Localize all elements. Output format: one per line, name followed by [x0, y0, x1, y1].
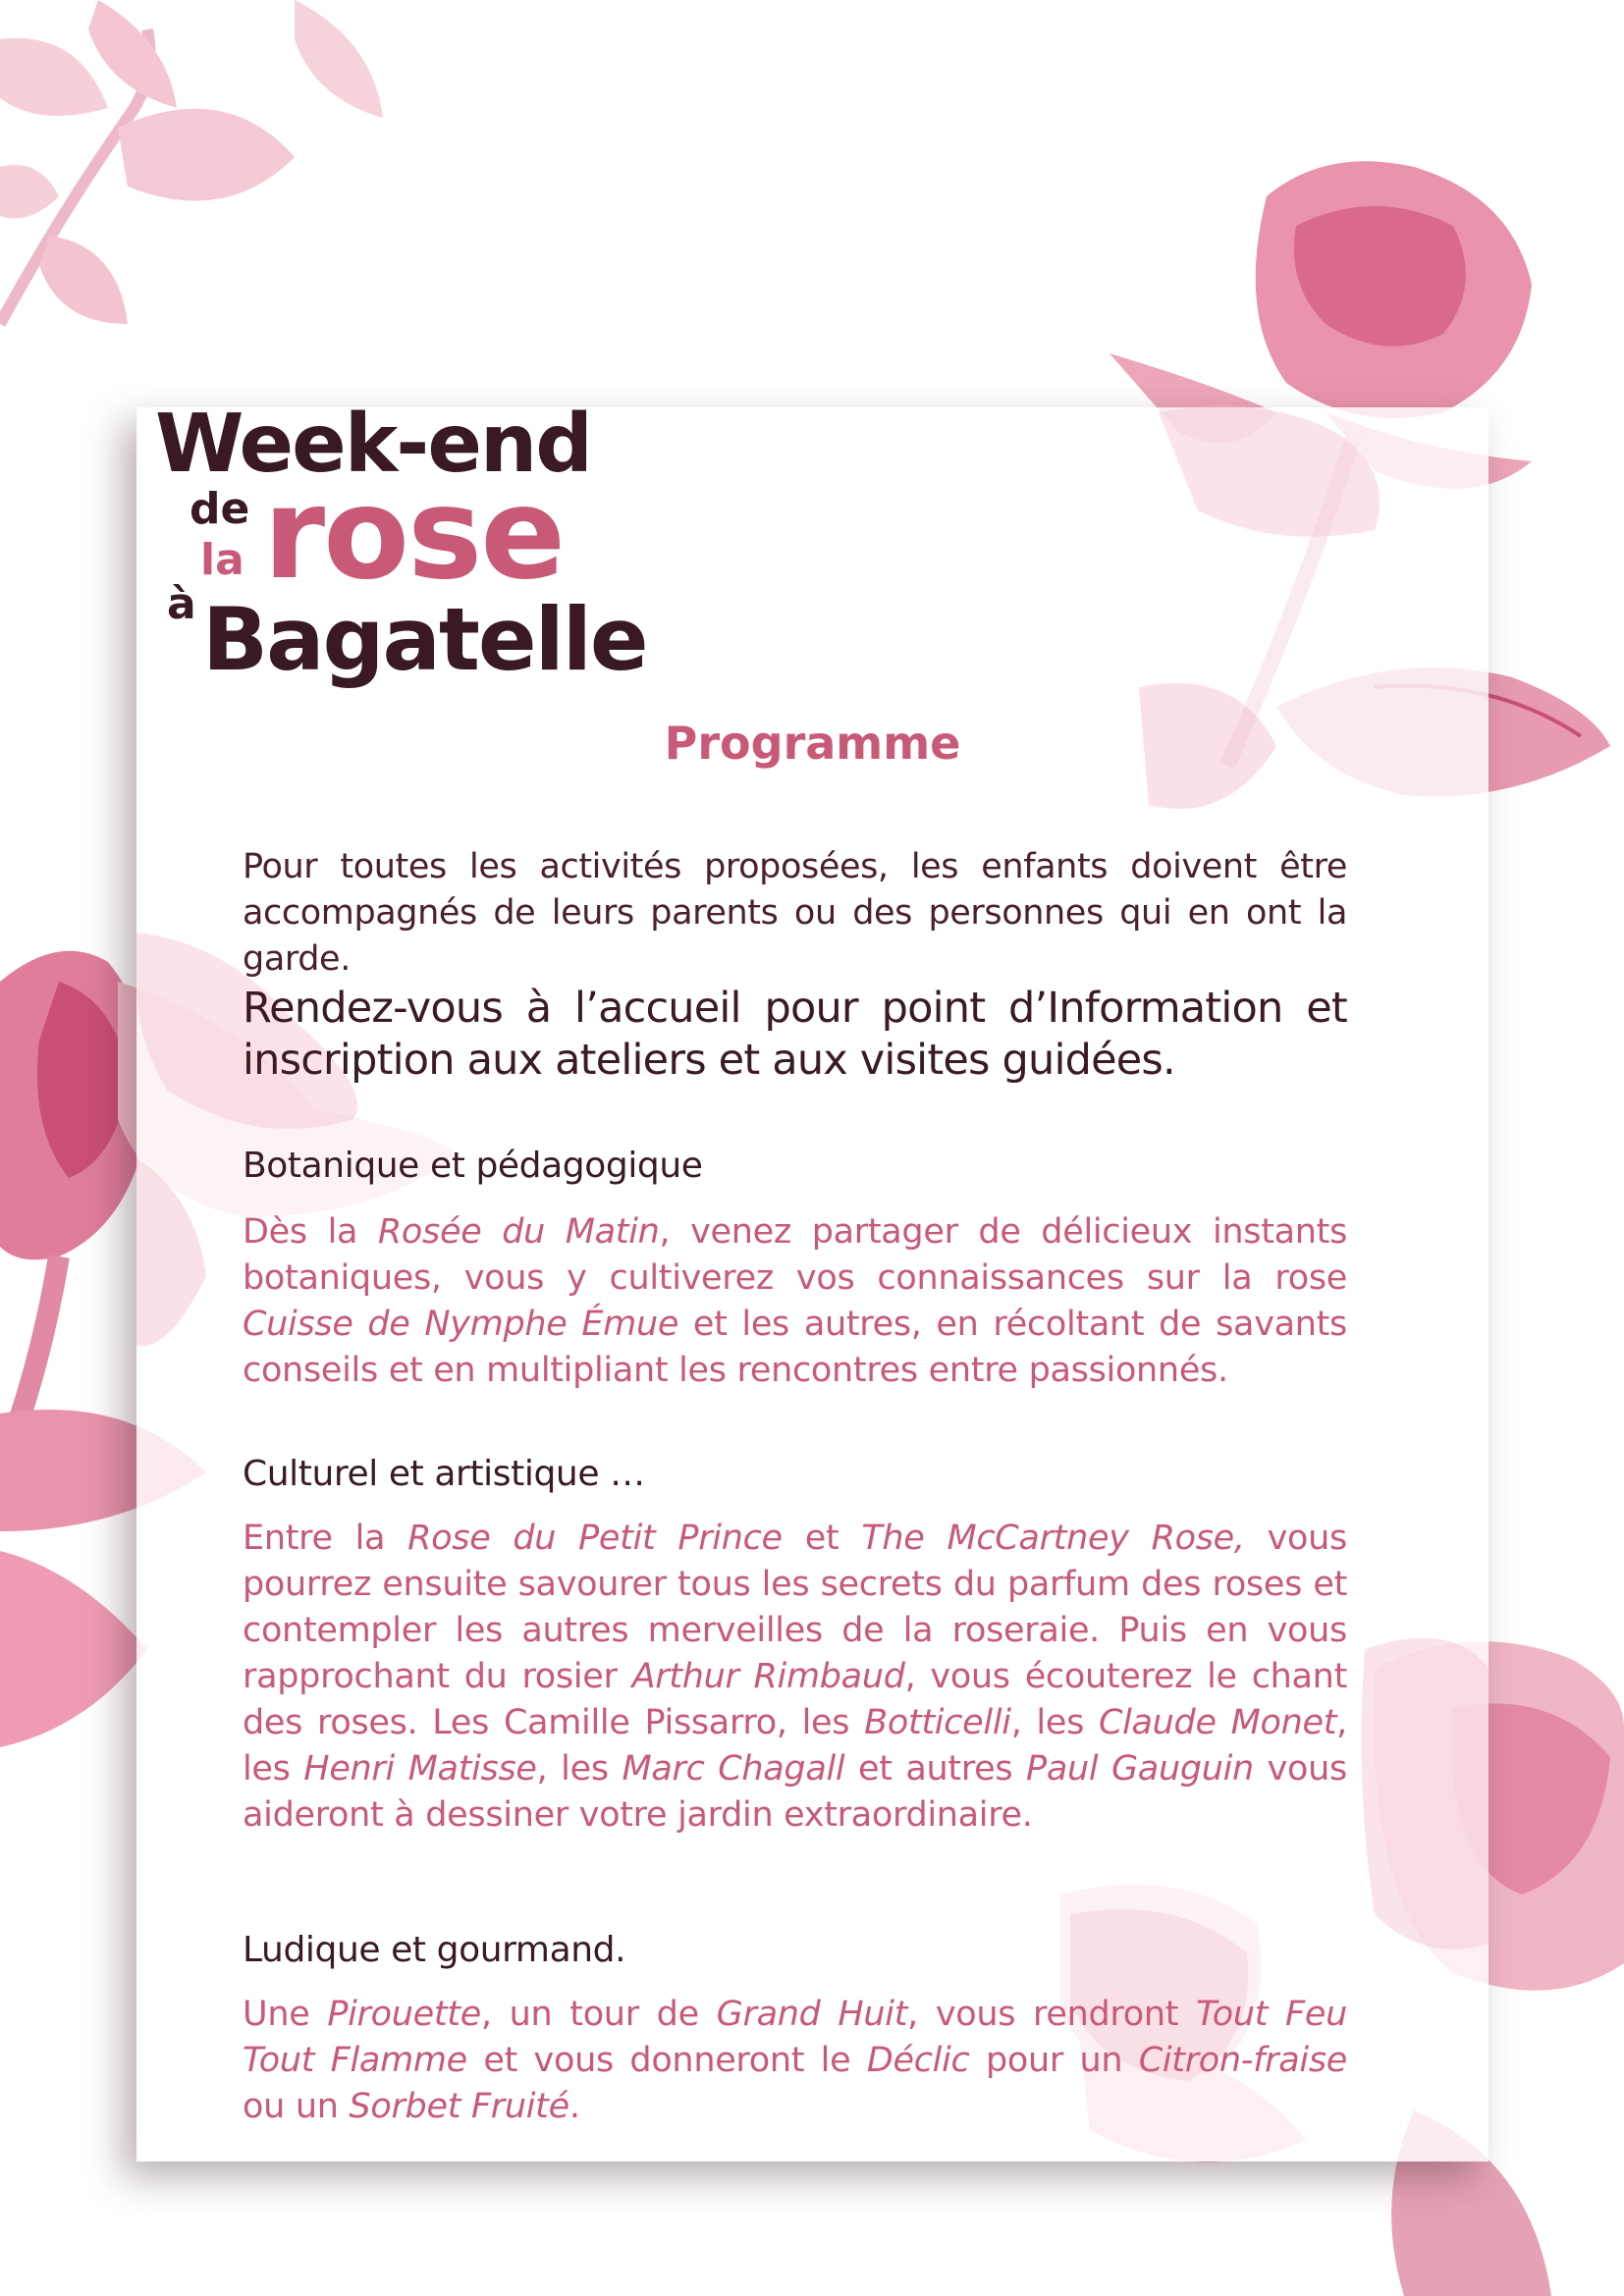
rose-variety-name: Paul Gauguin	[1026, 1749, 1254, 1789]
rose-variety-name: Marc Chagall	[622, 1749, 845, 1789]
rose-variety-name: The McCartney Rose,	[861, 1519, 1245, 1558]
logo-week-end: Week-end	[155, 398, 592, 491]
text-segment: et vous donneront le	[466, 2041, 867, 2080]
section-text-culturel	[243, 1516, 1347, 1839]
text-segment: , les	[1010, 1703, 1099, 1742]
logo-bagatelle: Bagatelle	[202, 589, 647, 690]
rose-variety-name: Grand Huit	[716, 1995, 908, 2034]
logo-a: à	[167, 579, 196, 629]
programme-heading: Programme	[664, 717, 961, 770]
text-segment: ou un	[243, 2087, 350, 2126]
section-title-botanique: Botanique et pédagogique	[243, 1146, 703, 1186]
text-segment: et autres	[844, 1749, 1027, 1789]
text-segment: , un tour de	[480, 1995, 717, 2034]
section-title-culturel: Culturel et artistique …	[243, 1454, 645, 1494]
text-segment: et les autres, en récoltant de savants conseils et en multipliant les rencontres entre passionnés.	[243, 1305, 1347, 1390]
rose-variety-name: Botticelli	[864, 1703, 1011, 1742]
rose-variety-name: Sorbet Fruité	[349, 2087, 569, 2126]
text-segment: , vous rendront	[907, 1995, 1197, 2034]
section-text-ludique	[243, 1992, 1347, 2130]
rose-variety-name: Henri Matisse	[303, 1749, 537, 1789]
text-segment: et	[782, 1519, 862, 1558]
text-segment: pour un	[969, 2041, 1139, 2080]
logo-de: de	[189, 484, 250, 534]
text-segment: , les	[243, 1703, 1347, 1789]
rendezvous-paragraph: Rendez-vous à l’accueil pour point d’Information et inscription aux ateliers et aux visites guidées.	[243, 984, 1347, 1085]
rose-variety-name: Cuisse de Nymphe Émue	[243, 1305, 679, 1344]
text-segment: , les	[536, 1749, 623, 1789]
text-segment: Entre la	[243, 1519, 408, 1558]
rose-variety-name: Rosée du Matin	[377, 1212, 660, 1252]
rose-variety-name: Rose du Petit Prince	[407, 1519, 783, 1558]
rose-variety-name: Arthur Rimbaud	[631, 1657, 905, 1696]
text-segment: Dès la	[243, 1212, 378, 1252]
text-segment: , venez partager de délicieux instants botaniques, vous y cultiverez vos connaissances sur la rose	[243, 1212, 1348, 1298]
text-segment: , vous écouterez le chant des roses. Les Camille Pissarro, les	[243, 1657, 1347, 1742]
rose-variety-name: Tout Feu Tout Flamme	[243, 1995, 1348, 2080]
rose-variety-name: Pirouette	[327, 1995, 481, 2034]
section-text-botanique	[243, 1209, 1347, 1394]
rose-variety-name: Citron-fraise	[1138, 2041, 1347, 2080]
intro-paragraph: Pour toutes les activités proposées, les enfants doivent être accompagnés de leurs parents ou des personnes qui en ont la garde.	[243, 847, 1347, 979]
text-segment: vous aideront à dessiner votre jardin extraordinaire.	[243, 1749, 1347, 1835]
logo-la: la	[200, 535, 244, 585]
text-segment: vous pourrez ensuite savourer tous les secrets du parfum des roses et contempler les autres merveilles de la roseraie. Puis en vous rapprochant du rosier	[243, 1519, 1347, 1696]
section-title-ludique: Ludique et gourmand.	[243, 1930, 626, 1970]
logo-rose: rose	[263, 461, 565, 608]
rose-variety-name: Claude Monet	[1098, 1703, 1337, 1742]
text-segment: Une	[243, 1995, 328, 2034]
text-segment: .	[568, 2087, 580, 2126]
rose-variety-name: Déclic	[866, 2041, 970, 2080]
